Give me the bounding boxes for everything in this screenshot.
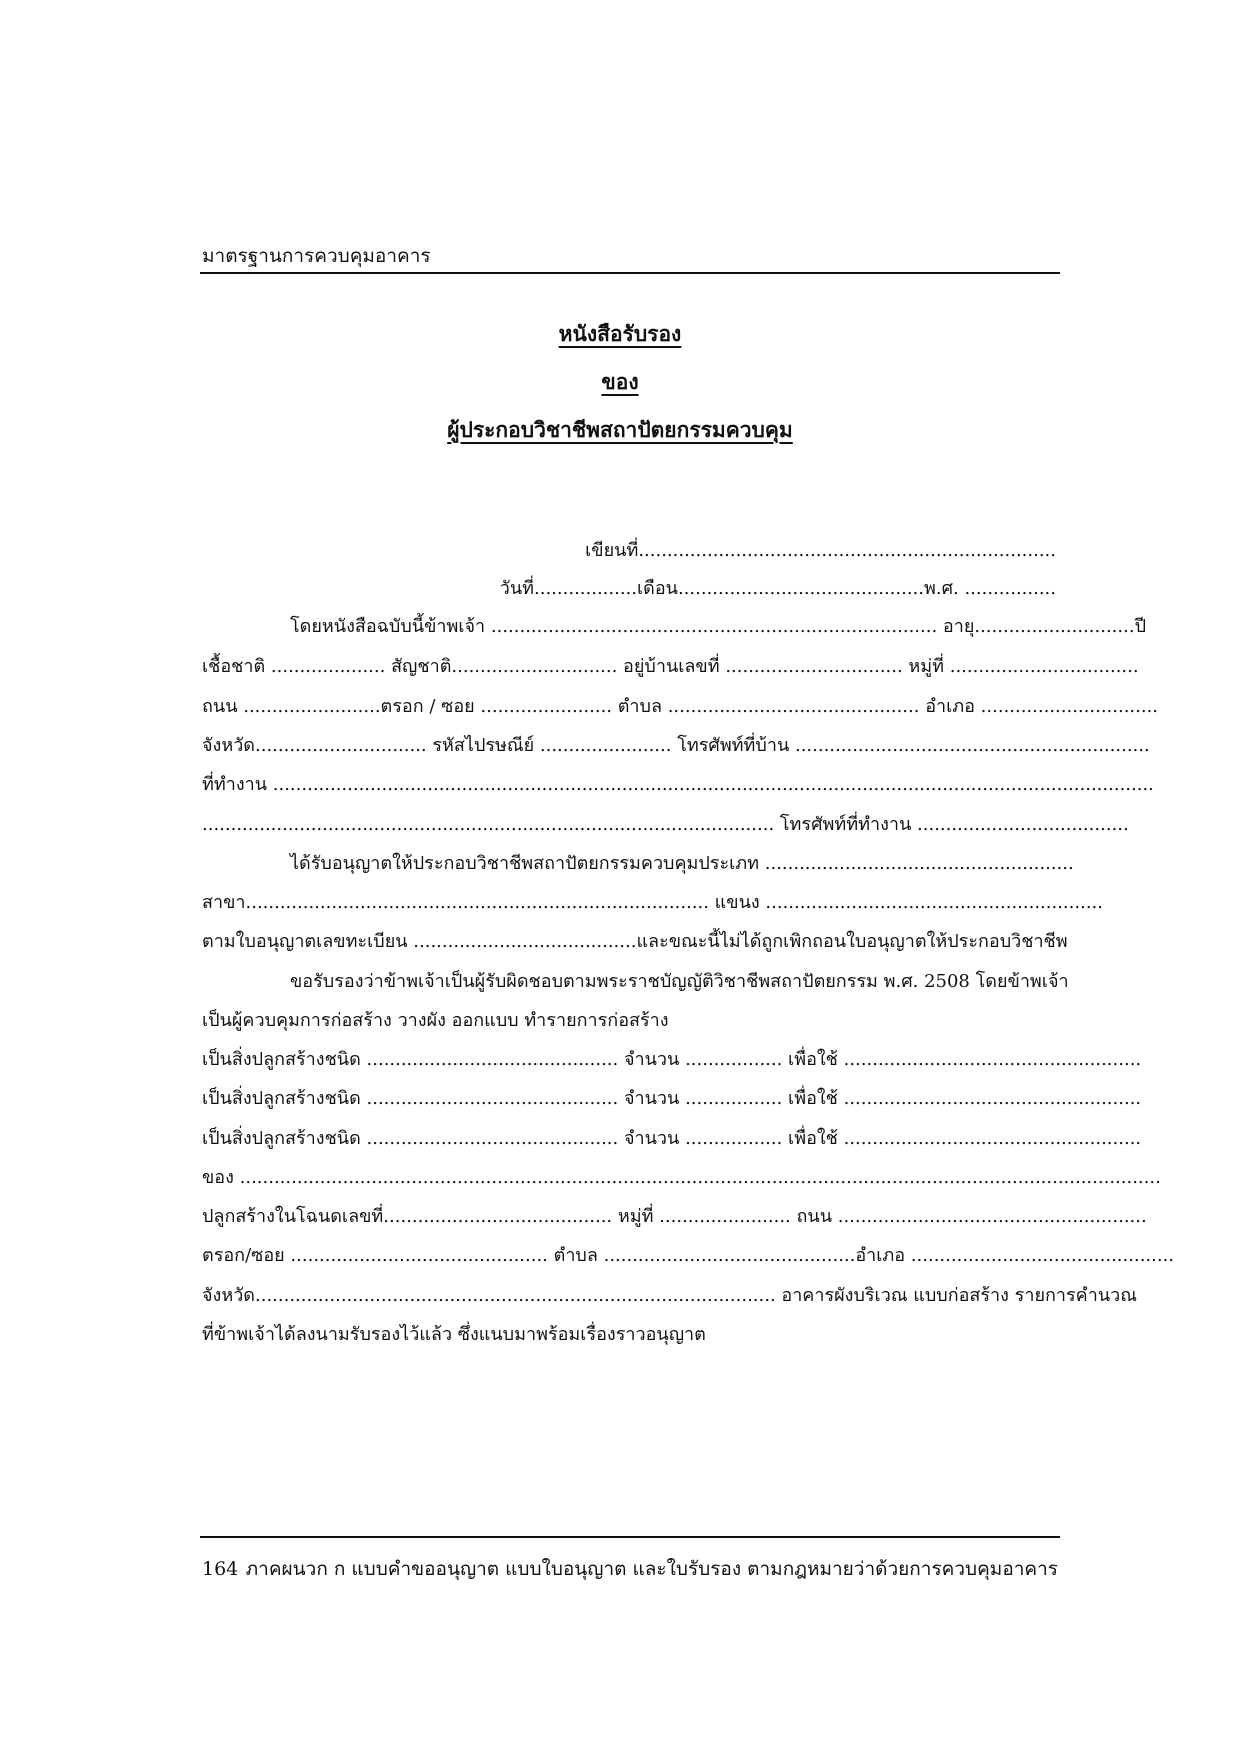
page-number: 164 (202, 1558, 239, 1580)
form-line-license-type: ได้รับอนุญาตให้ประกอบวิชาชีพสถาปัตยกรรมควบคุมประเภท ...................................................... (290, 853, 1074, 874)
form-line-license-number: ตามใบอนุญาตเลขทะเบียน .......................................และขณะนี้ไม่ได้ถูกเพิกถอนใบอนุญาตให้ประกอบวิชาชีพ (202, 931, 1068, 952)
form-line-branch: สาขา................................................................................. แขนง ........................................................... (202, 892, 1103, 913)
form-line-certification: ขอรับรองว่าข้าพเจ้าเป็นผู้รับผิดชอบตามพระราชบัญญัติวิชาชีพสถาปัตยกรรม พ.ศ. 2508 โดยข้าพเจ้า (290, 971, 1069, 992)
form-line-signed: ที่ข้าพเจ้าได้ลงนามรับรองไว้แล้ว ซึ่งแนบมาพร้อมเรื่องราวอนุญาต (202, 1324, 706, 1345)
form-line-race-address: เชื้อชาติ .................... สัญชาติ............................. อยู่บ้านเลขที่ ............................... หมู่ที่ ................................. (202, 656, 1139, 677)
form-line-alley-district: ตรอก/ซอย ............................................. ตำบล ............................................อำเภอ .............................................. (202, 1245, 1175, 1266)
form-line-building-type-3: เป็นสิ่งปลูกสร้างชนิด ............................................ จำนวน ................. เพื่อใช้ .................................................... (202, 1128, 1142, 1149)
form-line-province-plans: จังหวัด........................................................................................... อาคารผังบริเวณ แบบก่อสร้าง รายการคำนวณ (202, 1285, 1137, 1306)
document-title (0, 320, 1240, 348)
title-line-3: ผู้ประกอบวิชาชีพสถาปัตยกรรมควบคุม (447, 417, 793, 442)
form-line-province-phone: จังหวัด.............................. รหัสไปรษณีย์ ....................... โทรศัพท์ที่บ้าน .............................................................. (202, 735, 1150, 756)
page-footer (202, 1556, 1058, 1582)
document-title-of (0, 368, 1240, 396)
written-at-field: เขียนที่......................................................................... (585, 540, 1056, 561)
form-line-building-type-2: เป็นสิ่งปลูกสร้างชนิด ............................................ จำนวน ................. เพื่อใช้ .................................................... (202, 1088, 1142, 1109)
form-line-owner: ของ ................................................................................................................................................................. (202, 1167, 1161, 1188)
form-line-work-phone: .................................................................................................... โทรศัพท์ที่ทำงาน ..................................... (202, 814, 1129, 835)
footer-text: ภาคผนวก ก แบบคำขออนุญาต แบบใบอนุญาต และใบรับรอง ตามกฎหมายว่าด้วยการควบคุมอาคาร (245, 1558, 1058, 1580)
running-header: มาตรฐานการควบคุมอาคาร (202, 245, 431, 267)
title-line-2: ของ (601, 369, 639, 394)
footer-rule (200, 1536, 1060, 1538)
form-line-workplace: ที่ทำงาน .......................................................................................................................................................... (202, 774, 1154, 795)
title-line-1: หนังสือรับรอง (558, 321, 682, 346)
form-line-supervisor: เป็นผู้ควบคุมการก่อสร้าง วางผัง ออกแบบ ทำรายการก่อสร้าง (202, 1010, 669, 1031)
form-line-building-type-1: เป็นสิ่งปลูกสร้างชนิด ............................................ จำนวน ................. เพื่อใช้ .................................................... (202, 1049, 1142, 1070)
document-subtitle (0, 416, 1240, 444)
form-line-road-district: ถนน ........................ตรอก / ซอย ....................... ตำบล ............................................ อำเภอ ............................... (202, 696, 1159, 717)
form-line-name-age: โดยหนังสือฉบับนี้ข้าพเจ้า .............................................................................. อายุ............................ปี (290, 616, 1146, 637)
form-line-deed: ปลูกสร้างในโฉนดเลขที่........................................ หมู่ที่ ....................... ถนน ...................................................... (202, 1206, 1147, 1227)
header-rule (200, 272, 1060, 274)
date-field: วันที่..................เดือน...........................................พ.ศ. ................ (499, 578, 1056, 599)
